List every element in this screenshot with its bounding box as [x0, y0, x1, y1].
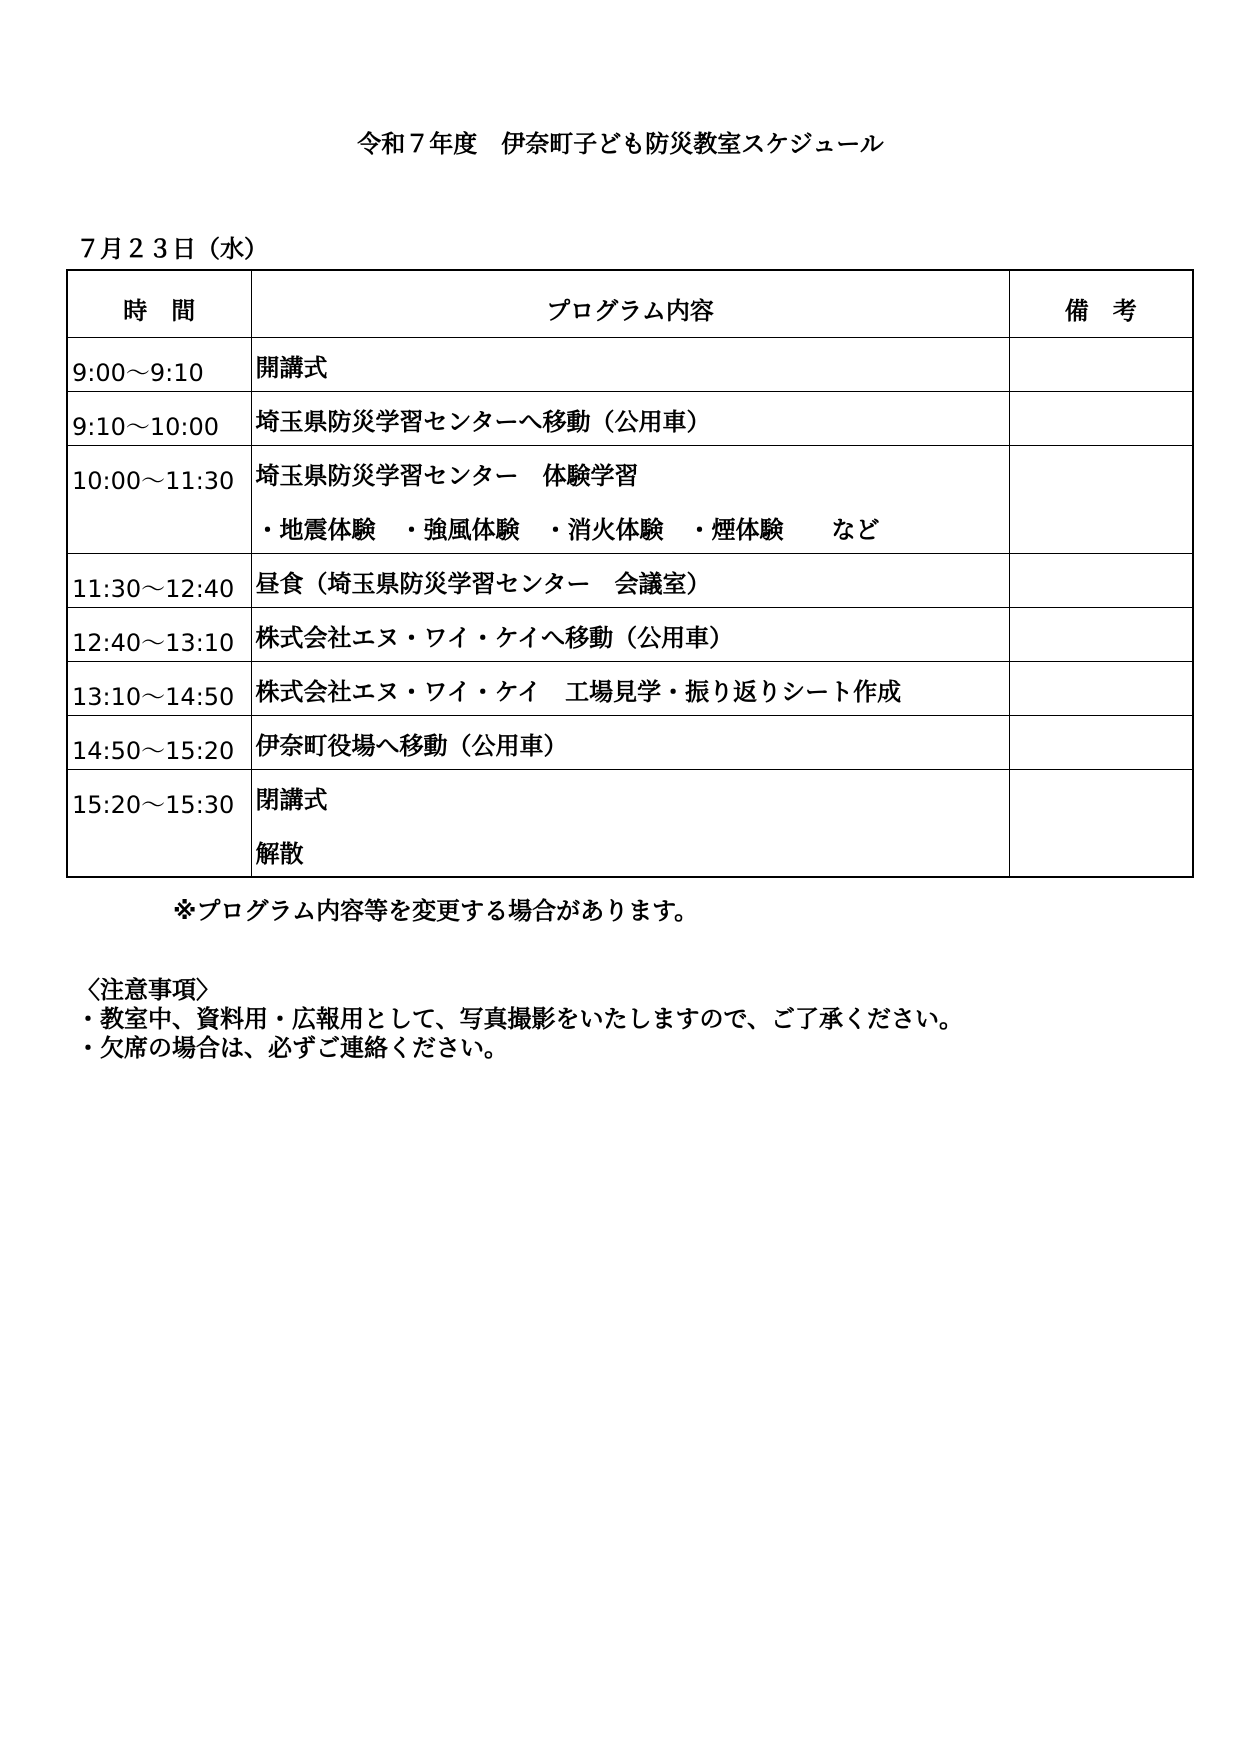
program-cell — [251, 446, 1009, 554]
time-cell: 12:40～13:10 — [67, 608, 251, 662]
table-row — [67, 554, 1193, 608]
program-cell — [251, 770, 1009, 878]
document-title: 令和７年度 伊奈町子ども防災教室スケジュール — [357, 130, 884, 158]
time-cell: 9:10～10:00 — [67, 392, 251, 446]
notes-cell — [1009, 770, 1193, 878]
caution-item: ・欠席の場合は、必ずご連絡ください。 — [76, 1034, 508, 1062]
program-line: 埼玉県防災学習センターへ移動（公用車） — [255, 408, 711, 436]
time-cell: 10:00～11:30 — [67, 446, 251, 554]
program-cell — [251, 554, 1009, 608]
program-cell — [251, 716, 1009, 770]
program-line: 埼玉県防災学習センター 体験学習 — [255, 462, 639, 490]
notes-cell — [1009, 662, 1193, 716]
program-line: 株式会社エヌ・ワイ・ケイへ移動（公用車） — [255, 624, 734, 652]
program-cell — [251, 662, 1009, 716]
program-change-note: ※プログラム内容等を変更する場合があります。 — [173, 897, 699, 925]
schedule-table — [66, 269, 1194, 878]
cautions-heading: 〈注意事項〉 — [76, 976, 220, 1004]
table-row — [67, 770, 1193, 878]
table-row — [67, 662, 1193, 716]
time-cell: 14:50～15:20 — [67, 716, 251, 770]
notes-cell — [1009, 338, 1193, 392]
table-row — [67, 446, 1193, 554]
time-column-header: 時 間 — [67, 270, 251, 338]
notes-cell — [1009, 608, 1193, 662]
time-cell: 15:20～15:30 — [67, 770, 251, 878]
notes-cell — [1009, 554, 1193, 608]
program-cell — [251, 338, 1009, 392]
program-line: 解散 — [255, 840, 304, 868]
program-line: ・地震体験 ・強風体験 ・消火体験 ・煙体験 など — [255, 516, 880, 544]
program-cell — [251, 392, 1009, 446]
caution-item: ・教室中、資料用・広報用として、写真撮影をいたしますので、ご了承ください。 — [76, 1005, 964, 1033]
program-column-header: プログラム内容 — [251, 270, 1009, 338]
table-row — [67, 608, 1193, 662]
time-cell: 13:10～14:50 — [67, 662, 251, 716]
program-line: 開講式 — [255, 354, 328, 382]
notes-cell — [1009, 716, 1193, 770]
program-line: 株式会社エヌ・ワイ・ケイ 工場見学・振り返りシート作成 — [255, 678, 902, 706]
table-row — [67, 392, 1193, 446]
program-line: 伊奈町役場へ移動（公用車） — [255, 732, 568, 760]
program-line: 昼食（埼玉県防災学習センター 会議室） — [255, 570, 711, 598]
notes-column-header: 備 考 — [1009, 270, 1193, 338]
time-cell: 9:00～9:10 — [67, 338, 251, 392]
time-cell: 11:30～12:40 — [67, 554, 251, 608]
table-header-row — [67, 270, 1193, 338]
program-cell — [251, 608, 1009, 662]
notes-cell — [1009, 392, 1193, 446]
program-line: 閉講式 — [255, 786, 328, 814]
table-row — [67, 716, 1193, 770]
table-row — [67, 338, 1193, 392]
notes-cell — [1009, 446, 1193, 554]
event-date: ７月２３日（水） — [76, 235, 268, 263]
